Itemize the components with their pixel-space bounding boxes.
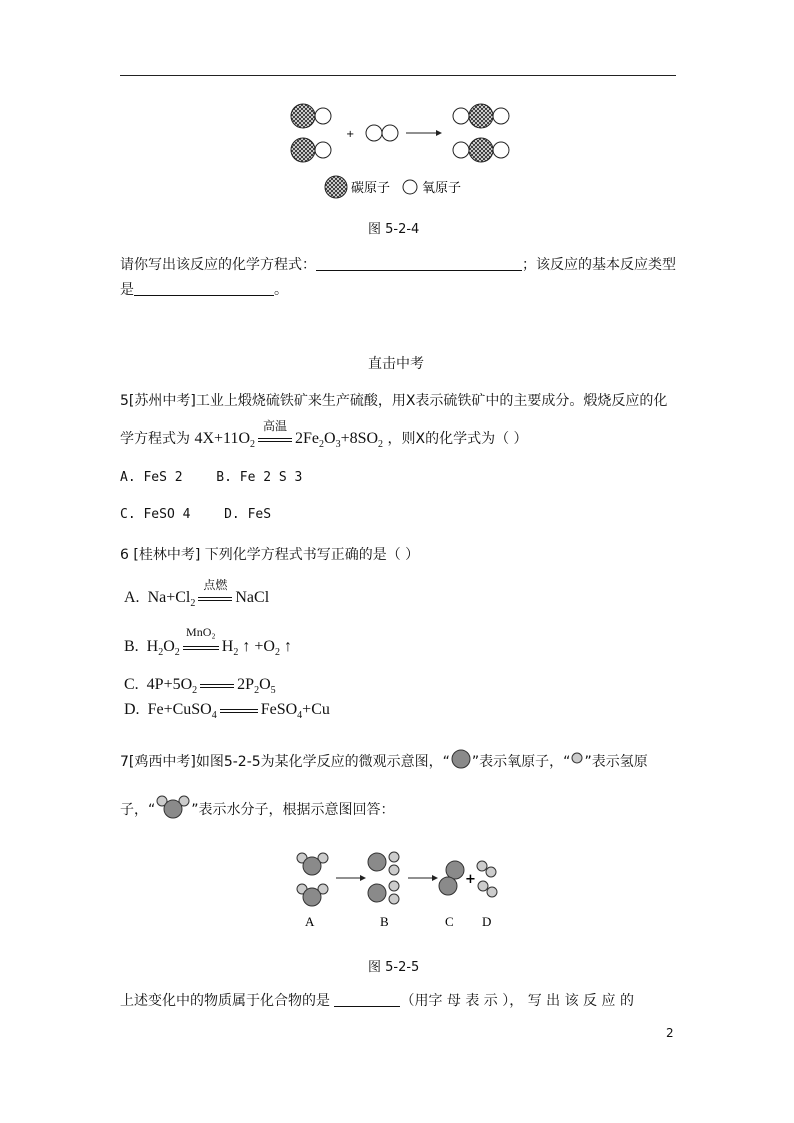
page-number: 2 xyxy=(666,1026,674,1040)
q5-line1: 5[苏州中考]工业上煅烧硫铁矿来生产硫酸，用X表示硫铁矿中的主要成分。煅烧反应的化 xyxy=(120,393,668,409)
o2-molecule xyxy=(366,125,398,141)
oxygen-atom-icon xyxy=(450,751,472,769)
figure-5-2-5-caption: 图 5-2-5 xyxy=(368,960,420,975)
answer-blank-equation[interactable] xyxy=(316,256,522,271)
co-molecule-1 xyxy=(291,104,331,128)
q6-option-b[interactable]: B. $H_2O_2$ MnO₂ $H_2$ ↑ $+O_2$ ↑ xyxy=(124,625,292,659)
q6-option-d[interactable]: D. Fe+CuSO$_4$ FeSO$_4$+Cu xyxy=(124,701,330,722)
legend-oxygen-label: 氧原子 xyxy=(422,181,462,196)
q5-option-c[interactable]: C. FeSO 4 xyxy=(120,507,191,522)
fig2-label-c: C xyxy=(445,914,454,929)
fig2-plus: + xyxy=(465,872,476,887)
para1-line1-suffix: ；该反应的基本反应类型 xyxy=(522,257,676,273)
fig2-label-d: D xyxy=(482,914,492,929)
legend-carbon-label: 碳原子 xyxy=(351,181,391,196)
q5-line2 xyxy=(120,419,528,454)
co2-molecule-1 xyxy=(453,104,509,128)
answer-blank-compound[interactable] xyxy=(334,992,400,1007)
para1-line1 xyxy=(120,256,676,274)
q5-line2-suffix: ，则X的化学式为（ ） xyxy=(387,431,528,447)
legend-carbon-icon xyxy=(325,176,347,198)
q5-options-row1 xyxy=(120,470,302,485)
plus-sign: + xyxy=(346,129,355,140)
arrow-1 xyxy=(336,875,366,881)
para1-line1-prefix: 请你写出该反应的化学方程式： xyxy=(120,257,316,273)
answer-blank-reaction-type[interactable] xyxy=(134,281,274,296)
figure-5-2-4 xyxy=(280,95,520,205)
q5-option-d[interactable]: D. FeS xyxy=(224,507,272,522)
figure-5-2-4-caption: 图 5-2-4 xyxy=(368,222,420,237)
q5-line2-prefix: 学方程式为 xyxy=(120,431,190,447)
group-c-oxygen xyxy=(439,861,464,895)
reaction-arrow xyxy=(406,130,442,136)
q7-line1: 7[鸡西中考]如图5-2-5为某化学反应的微观示意图，“ ”表示氧原子，“ ”表示氢原 xyxy=(120,751,648,771)
co-molecule-2 xyxy=(291,138,331,162)
figure-5-2-5 xyxy=(290,848,510,930)
legend-oxygen-icon xyxy=(403,180,417,194)
header-rule xyxy=(120,75,676,76)
para1-line2-prefix: 是 xyxy=(120,282,134,298)
q6-option-c[interactable]: C. $4P+5O_2$ $2P_2O_5$ xyxy=(124,676,276,697)
hydrogen-atom-icon xyxy=(570,753,584,767)
fig2-label-b: B xyxy=(380,914,389,929)
q7-last-line: 上述变化中的物质属于化合物的是 （用字 母 表 示 ）， 写 出 该 反 应 的 xyxy=(120,993,634,1009)
section-title: 直击中考 xyxy=(368,356,424,372)
q5-option-a[interactable]: A. FeS 2 xyxy=(120,470,183,485)
group-a-water xyxy=(297,853,328,906)
arrow-2 xyxy=(408,875,438,881)
q5-options-row2 xyxy=(120,507,271,522)
q7-line2: 子，“ ”表示水分子，根据示意图回答： xyxy=(120,796,395,819)
fig2-label-a: A xyxy=(305,914,315,929)
para1-line2-suffix: 。 xyxy=(274,282,288,298)
co2-molecule-2 xyxy=(453,138,509,162)
q5-equation: $4X+11O_2$ 高温 $2Fe_2O_3+8SO_2$ xyxy=(194,419,384,451)
q6-option-a[interactable]: A. $Na+Cl_2$ 点燃 NaCl xyxy=(124,578,270,610)
group-b-atoms xyxy=(368,852,399,904)
water-molecule-icon xyxy=(155,796,191,818)
group-d-hydrogen xyxy=(477,861,497,897)
para1-line2 xyxy=(120,281,288,299)
q6-stem: 6 [桂林中考] 下列化学方程式书写正确的是（ ） xyxy=(120,547,420,563)
q5-eq-condition: 高温 xyxy=(262,419,287,433)
q5-option-b[interactable]: B. Fe 2 S 3 xyxy=(216,470,303,485)
